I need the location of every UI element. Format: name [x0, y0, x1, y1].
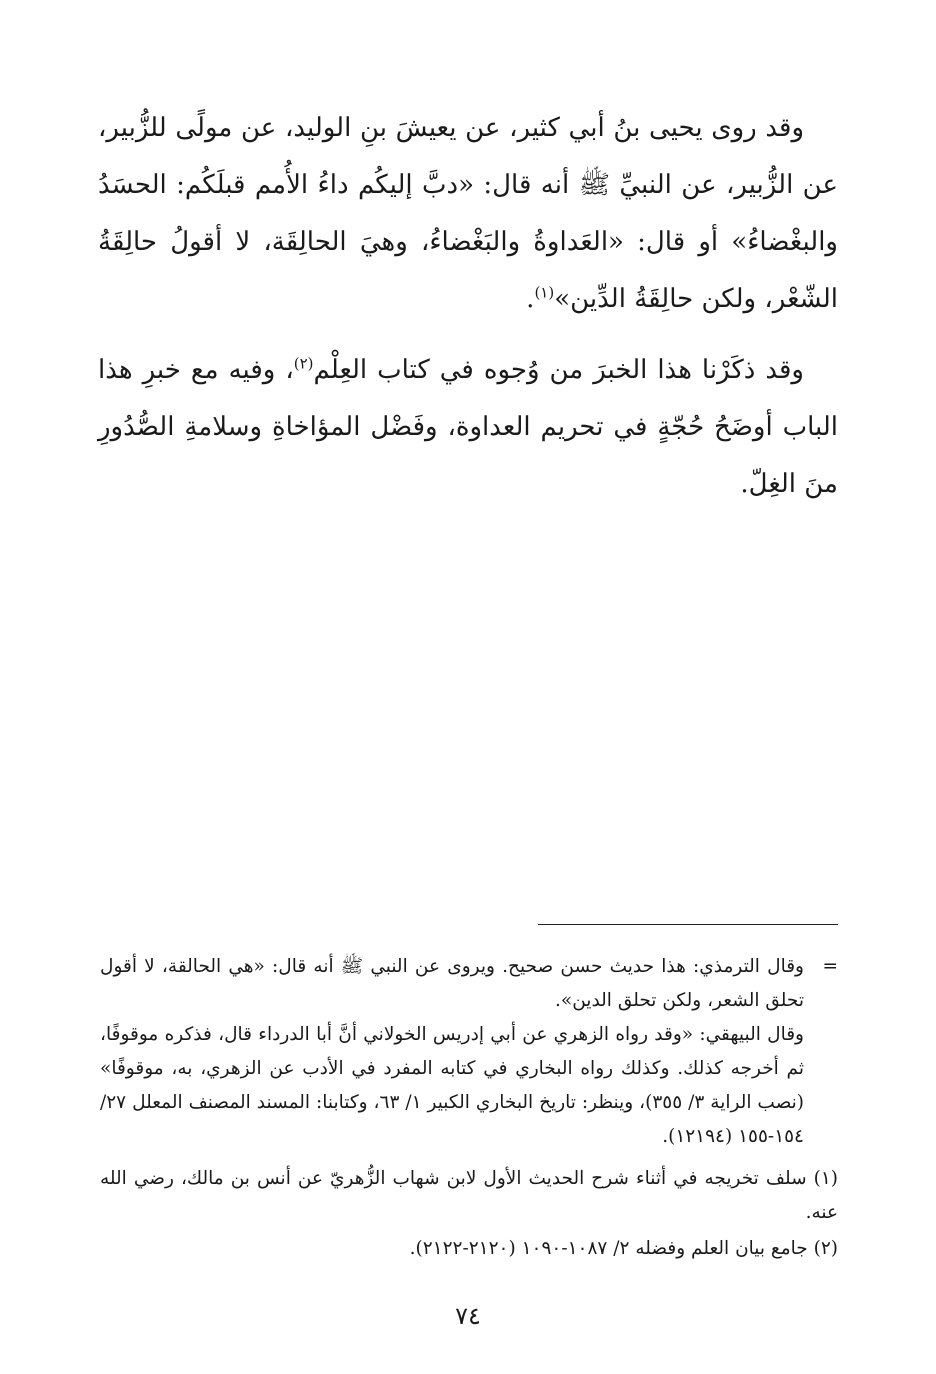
footnote-1: (١) سلف تخريجه في أثناء شرح الحديث الأول لابن شهاب الزُّهريّ عن أنس بن مالك، رضي الله عنه.: [100, 1168, 838, 1223]
paragraph-1-end: .: [526, 284, 535, 314]
continuation-marker: =: [822, 956, 838, 977]
main-text: [98, 100, 838, 527]
footnote-ref-1: (١): [534, 283, 555, 302]
paragraph-2: [98, 342, 838, 513]
footnote-continuation: [100, 950, 838, 1018]
footnotes: [100, 950, 838, 1266]
paragraph-1-text: وقد روى يحيى بنُ أبي كثير، عن يعيشَ بنِ الوليد، عن مولًى للزُّبير، عن الزُّبير، عن النبيِّ ﷺ أنه قال: «دبَّ إليكُم داءُ الأُمم قبلَكُم: الحسَدُ والبغْضاءُ» أو قال: «العَداوةُ والبَغْضاءُ، وهيَ الحالِقَة، لا أقولُ حالِقَةُ الشّعْر، ولكن حالِقَةُ الدِّين»: [98, 113, 838, 314]
paragraph-2-text-b: ، وفيه مع خبرِ هذا الباب أوضَحُ حُجّةٍ في تحريم العداوة، وفَضْل المؤاخاةِ وسلامةِ الصُّدُورِ منَ الغِلّ.: [98, 355, 838, 499]
continuation-text: وقال الترمذي: هذا حديث حسن صحيح. ويروى عن النبي ﷺ أنه قال: «هي الحالقة، لا أقول تحلق الشعر، ولكن تحلق الدين».: [100, 956, 804, 1011]
paragraph-2-text-a: وقد ذكَرْنا هذا الخبرَ من وُجوه في كتاب العِلْم: [313, 355, 804, 385]
page-number: ٧٤: [455, 1302, 481, 1330]
footnote-2: (٢) جامع بيان العلم وفضله ٢/ ١٠٨٧-١٠٩٠ (٢١٢٠-٢١٢٢).: [409, 1238, 838, 1259]
footnote-baihaqi: وقال البيهقي: «وقد رواه الزهري عن أبي إدريس الخولاني أنَّ أبا الدرداء قال، فذكره موقوفًا، ثم أخرجه كذلك. وكذلك رواه البخاري في كتابه المفرد في الأدب عن الزهري، به، موقوفًا» (نصب الراية ٣/ ٣٥٥)، وينظر: تاريخ البخاري الكبير ١/ ٦٣، وكتابنا: المسند المصنف المعلل ٢٧/ ١٥٤-١٥٥ (١٢١٩٤).: [100, 1024, 805, 1147]
paragraph-1: [98, 100, 838, 328]
footnote-ref-2: (٢): [293, 354, 314, 373]
footnote-separator: [538, 924, 838, 925]
